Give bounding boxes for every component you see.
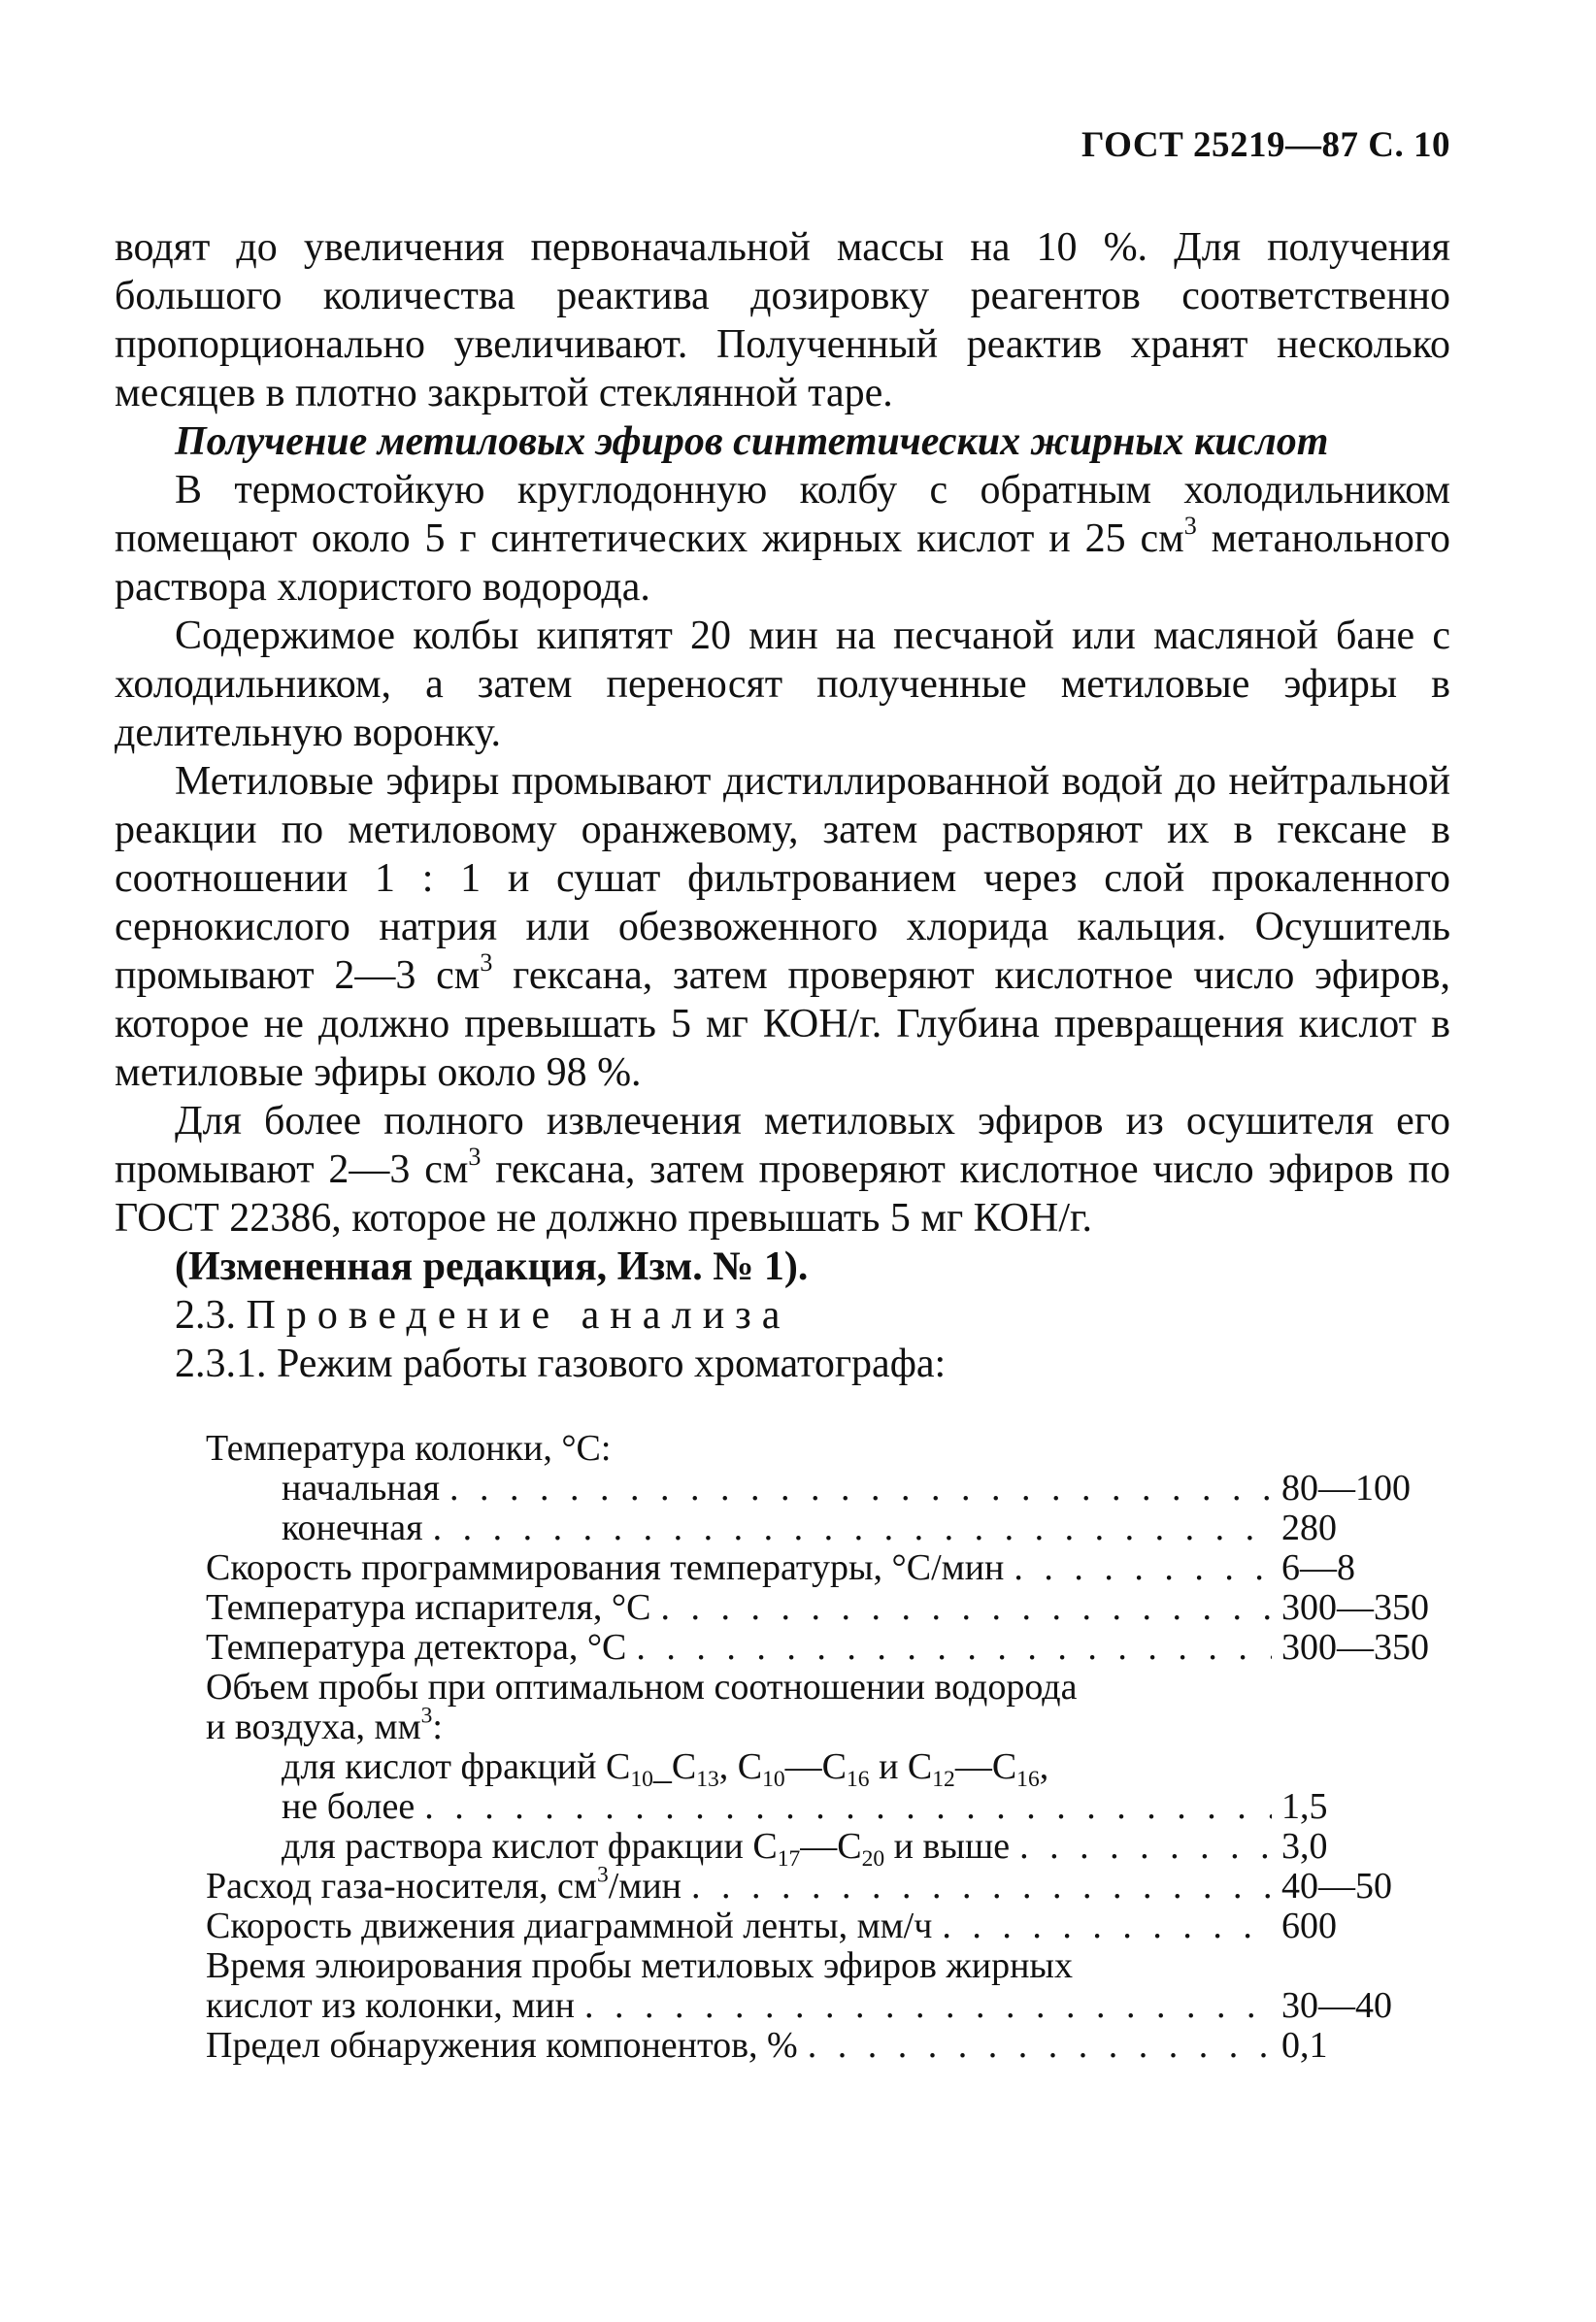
param-value: 40—50 — [1281, 1866, 1392, 1907]
superscript: 3 — [1183, 511, 1197, 540]
param-value: 0,1 — [1281, 2025, 1328, 2066]
paragraph — [115, 1097, 1450, 1243]
param-row — [206, 1469, 1429, 1509]
leader-dots — [1019, 1827, 1272, 1867]
param-label: Температура испарителя, °С — [206, 1587, 651, 1628]
paragraph — [115, 466, 1450, 612]
param-text: Расход газа-носителя, см — [206, 1866, 597, 1907]
paragraph-text: гексана, затем проверяют кислотное число эфиров по ГОСТ 22386, которое не должно превышать 5 мг КОН/г. — [115, 1147, 1451, 1241]
leader-dots — [691, 1867, 1272, 1907]
section-heading — [115, 1291, 1450, 1340]
leader-dots — [1014, 1548, 1272, 1588]
paragraph-text: гексана, затем проверяют кислотное число эфиров, которое не должно превышать 5 мг КОН/г. Глубина превращения кислот в метиловые эфиры около 98 %. — [115, 953, 1450, 1095]
body-text — [115, 223, 1450, 1388]
paragraph-text: Для более полного извлечения метиловых эфиров из осушителя его промывают 2—3 см — [115, 1099, 1450, 1192]
param-label: конечная — [282, 1508, 423, 1548]
subscript: 13 — [696, 1767, 719, 1793]
param-text: , — [1039, 1746, 1049, 1787]
subscript: 17 — [777, 1846, 801, 1873]
leader-dots — [808, 2026, 1272, 2066]
subsection-heading: Получение метиловых эфиров синтетических жирных кислот — [175, 419, 1329, 464]
subscript: 10 — [630, 1767, 653, 1793]
param-text: и C — [869, 1746, 933, 1787]
param-label: кислот из колонки, мин — [206, 1985, 575, 2026]
param-row — [206, 1588, 1429, 1628]
param-row — [206, 1668, 1429, 1708]
param-value: 80—100 — [1281, 1468, 1411, 1509]
leader-dots — [584, 1986, 1272, 2026]
param-value: 1,5 — [1281, 1786, 1328, 1827]
param-row — [206, 1628, 1429, 1668]
param-value: 300—350 — [1281, 1587, 1429, 1628]
param-row — [206, 1907, 1429, 1946]
param-value: 3,0 — [1281, 1826, 1328, 1867]
param-row — [206, 2026, 1429, 2066]
paragraph-text: Метиловые эфиры промывают дистиллированной водой до нейтральной реакции по метиловому оранжевому, затем растворяют их в гексане в соотношении 1 : 1 и сушат фильтрованием через слой прокаленного сернокислого натрия или обезвоженного хлорида кальция. Осушитель промывают 2—3 см — [115, 759, 1450, 998]
param-label: Объем пробы при оптимальном соотношении водорода — [206, 1667, 1078, 1708]
param-label: Температура детектора, °С — [206, 1627, 627, 1668]
param-text: —C — [784, 1746, 848, 1787]
param-label: Время элюирования пробы метиловых эфиров жирных — [206, 1945, 1073, 1986]
param-value: 600 — [1281, 1906, 1337, 1946]
superscript: 3 — [480, 947, 493, 977]
param-row — [206, 1862, 1429, 1907]
chromatograph-params — [206, 1429, 1429, 2066]
param-row — [206, 1746, 1429, 1793]
section-number: 2.3. — [175, 1293, 236, 1338]
subsection-line: 2.3.1. Режим работы газового хроматографа: — [175, 1342, 947, 1386]
param-row — [206, 1548, 1429, 1588]
param-value: 300—350 — [1281, 1627, 1429, 1668]
param-row — [206, 1946, 1429, 1986]
param-label: Скорость программирования температуры, °С/мин — [206, 1547, 1005, 1588]
param-label — [206, 1703, 443, 1747]
param-label: Предел обнаружения компонентов, % — [206, 2025, 798, 2066]
leader-dots — [660, 1588, 1272, 1628]
param-text: _C — [652, 1746, 697, 1787]
param-text: —C — [800, 1826, 862, 1867]
param-value: 6—8 — [1281, 1547, 1355, 1588]
subscript: 16 — [847, 1767, 870, 1793]
subscript: 16 — [1016, 1767, 1040, 1793]
superscript: 3 — [596, 1862, 609, 1888]
param-text: —C — [954, 1746, 1017, 1787]
paragraph — [115, 757, 1450, 1097]
param-text: /мин — [608, 1866, 682, 1907]
page-header: ГОСТ 25219—87 С. 10 — [1081, 125, 1450, 165]
param-text: : — [432, 1707, 443, 1747]
param-label: Скорость движения диаграммной ленты, мм/ч — [206, 1906, 933, 1946]
section-title: Проведение анализа — [246, 1293, 791, 1338]
param-row — [206, 1703, 1429, 1747]
subscript: 10 — [762, 1767, 785, 1793]
param-value: 280 — [1281, 1508, 1337, 1548]
subscript: 12 — [932, 1767, 955, 1793]
param-label: начальная — [282, 1468, 440, 1509]
param-value: 30—40 — [1281, 1985, 1392, 2026]
param-text: и воздуха, мм — [206, 1707, 421, 1747]
param-label: Температура колонки, °С: — [206, 1428, 612, 1469]
paragraph-text: метанольного раствора хлористого водорода. — [115, 516, 1451, 610]
paragraph-continuation: водят до увеличения первоначальной массы на 10 %. Для получения большого количества реактива дозировку реагентов соответственно пропорционально увеличивают. Полученный реактив хранят несколько месяцев в плотно закрытой стеклянной таре. — [115, 225, 1450, 415]
leader-dots — [449, 1469, 1272, 1509]
param-text: для кислот фракций C — [282, 1746, 631, 1787]
param-row — [206, 1787, 1429, 1827]
leader-dots — [942, 1907, 1272, 1946]
param-row — [206, 1429, 1429, 1469]
superscript: 3 — [420, 1703, 433, 1729]
paragraph: Содержимое колбы кипятят 20 мин на песчаной или масляной бане с холодильником, а затем переносят полученные метиловые эфиры в делительную воронку. — [115, 614, 1450, 755]
param-label — [206, 1862, 682, 1907]
leader-dots — [636, 1628, 1272, 1668]
param-text: для раствора кислот фракции C — [282, 1826, 778, 1867]
param-label — [282, 1826, 1011, 1873]
superscript: 3 — [468, 1142, 482, 1171]
param-row — [206, 1826, 1429, 1873]
amendment-note: (Измененная редакция, Изм. № 1). — [175, 1244, 809, 1289]
param-label: не более — [282, 1786, 416, 1827]
param-label — [282, 1746, 1049, 1793]
param-text: и выше — [884, 1826, 1011, 1867]
leader-dots — [424, 1787, 1272, 1827]
param-row — [206, 1509, 1429, 1548]
paragraph-text: В термостойкую круглодонную колбу с обратным холодильником помещают около 5 г синтетических жирных кислот и 25 см — [115, 468, 1450, 561]
param-row — [206, 1986, 1429, 2026]
param-text: , C — [718, 1746, 763, 1787]
leader-dots — [433, 1509, 1272, 1548]
subscript: 20 — [861, 1846, 885, 1873]
